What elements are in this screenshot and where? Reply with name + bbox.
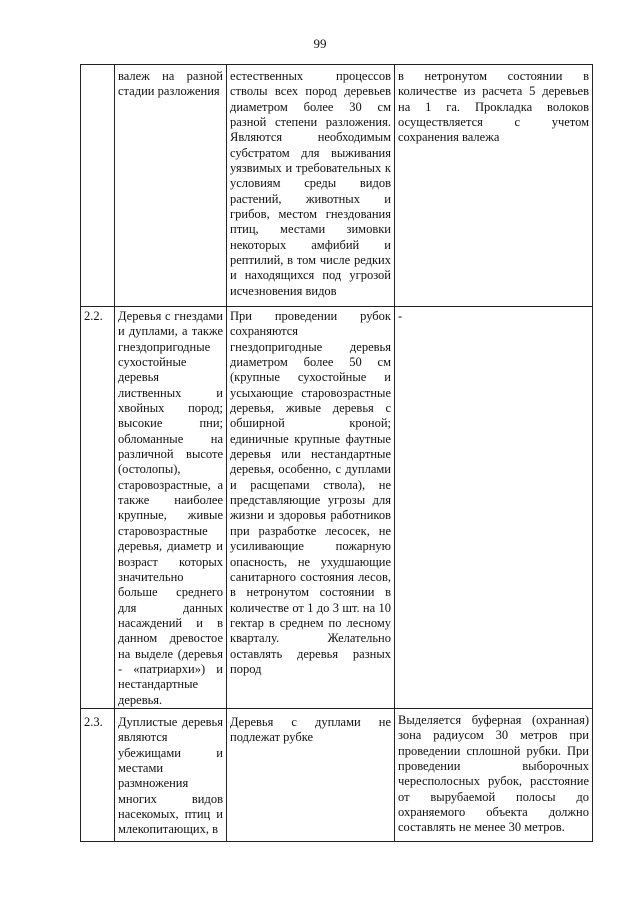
object-cell: Деревья с гнездами и дуплами, а также гнездопригодные сухостойные деревья лиственных и хвойных пород; высокие пни; обломанные на различной высоте (остолопы), старовозрастные, а также наиболее крупные, живые старовозрастные деревья, диаметр и возраст которых значительно больше среднего для данных насаждений и в данном древостое на выделе (деревья - «патриархи») и нестандартные деревья. bbox=[115, 307, 227, 709]
description-cell: Деревья с дуплами не подлежат рубке bbox=[227, 708, 395, 841]
description-cell: естественных процессов стволы всех пород деревьев диаметром более 30 см разной степени разложения. Являются необходимым субстратом для выживания уязвимых и требовательных к условиям среды видов растений, животных и грибов, местом гнездования птиц, местами зимовки некоторых амфибий и рептилий, в том числе редких и находящихся под угрозой исчезновения видов bbox=[227, 65, 395, 307]
object-cell: валеж на разной стадии разложения bbox=[115, 65, 227, 307]
measures-table bbox=[80, 64, 593, 842]
row-number: 2.2. bbox=[81, 307, 115, 709]
measures-cell: - bbox=[395, 307, 593, 709]
object-cell: Дуплистые деревья являются убежищами и местами размножения многих видов насекомых, птиц и млекопитающих, в bbox=[115, 708, 227, 841]
measures-cell: в нетронутом состоянии в количестве из расчета 5 деревьев на 1 га. Прокладка волоков осуществляется с учетом сохранения валежа bbox=[395, 65, 593, 307]
measures-cell: Выделяется буферная (охранная) зона радиусом 30 метров при проведении сплошной рубки. При проведении выборочных чересполосных рубок, расстояние от вырубаемой полосы до охраняемого объекта должно составлять не менее 30 метров. bbox=[395, 708, 593, 841]
row-number bbox=[81, 65, 115, 307]
table-row bbox=[81, 65, 593, 307]
row-number: 2.3. bbox=[81, 708, 115, 841]
description-cell: При проведении рубок сохраняются гнездопригодные деревья диаметром более 50 см (крупные сухостойные и усыхающие старовозрастные деревья, живые деревья с обширной кроной; единичные крупные фаутные деревья или нестандартные деревья, особенно, с дуплами и расщепами ствола), не представляющие угрозы для жизни и здоровья работников при разработке лесосек, не усиливающие пожарную опасность, не ухудшающие санитарного состояния лесов, в нетронутом состоянии в количестве от 1 до 3 шт. на 10 гектар в среднем по лесному кварталу. Желательно оставлять деревья разных пород bbox=[227, 307, 395, 709]
table-row bbox=[81, 708, 593, 841]
page-number: 99 bbox=[313, 36, 327, 51]
table-row bbox=[81, 307, 593, 709]
